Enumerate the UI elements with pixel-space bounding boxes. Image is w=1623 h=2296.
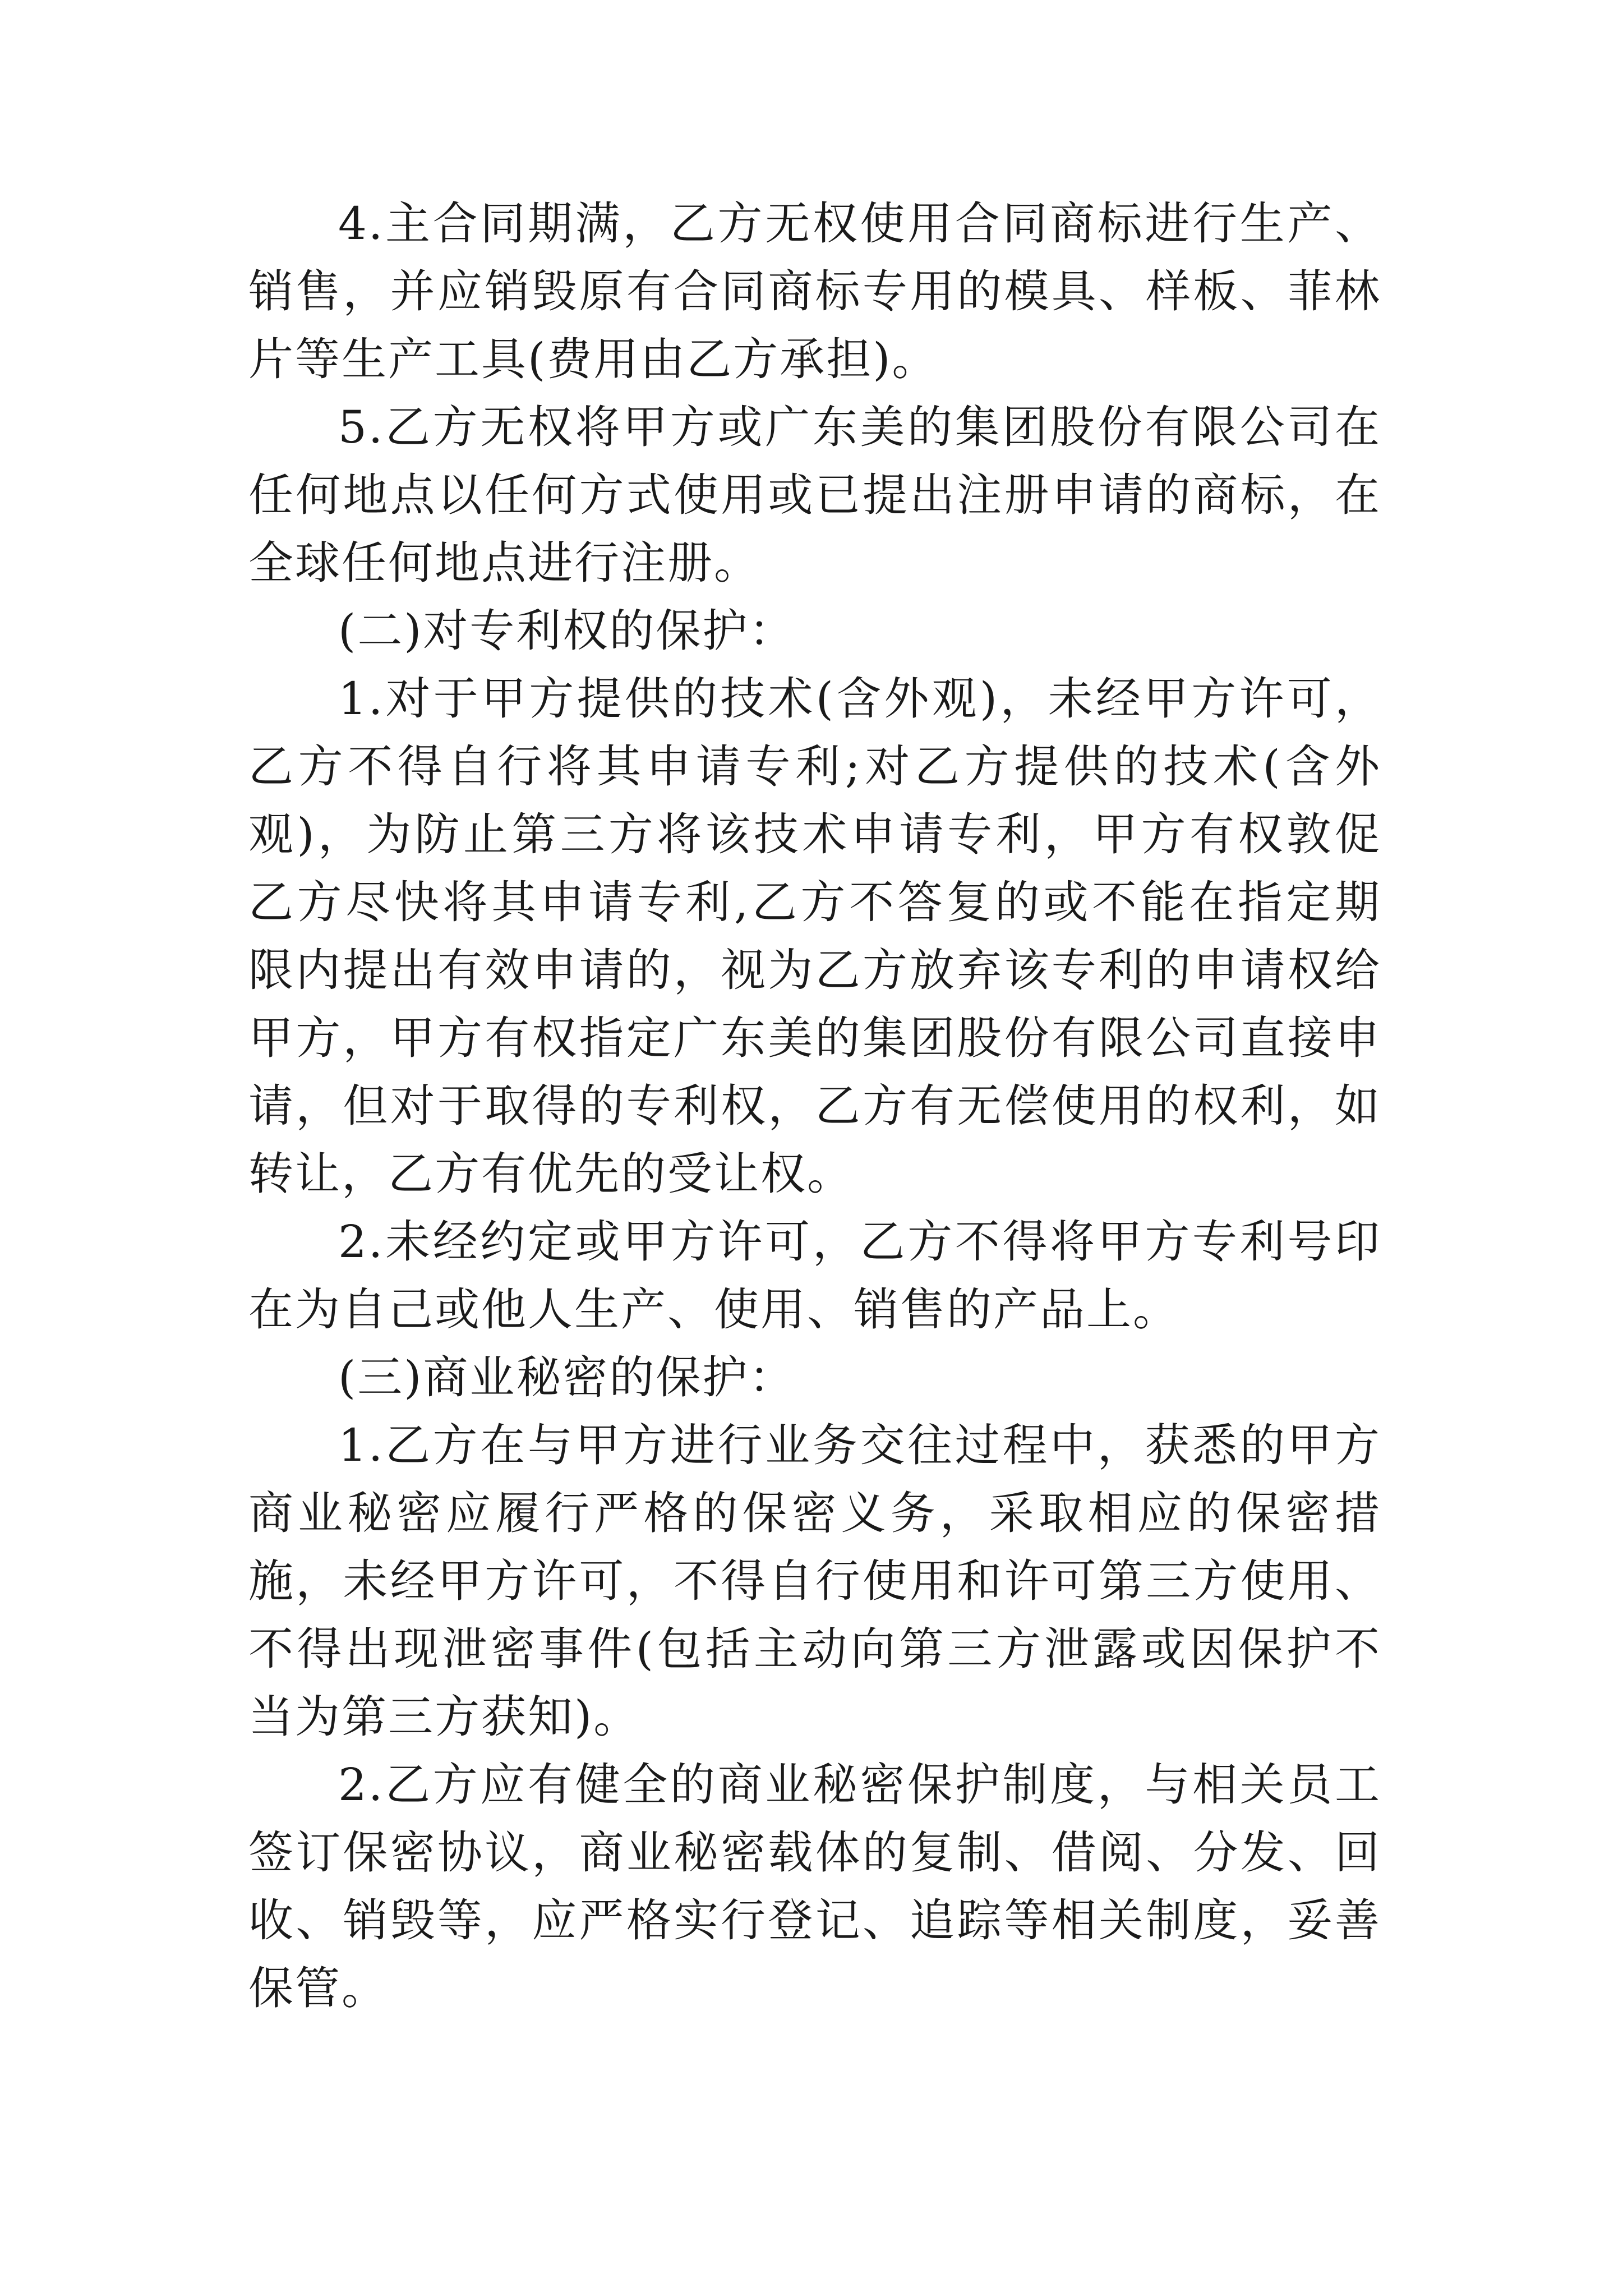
paragraph-trade-secret-2: 2.乙方应有健全的商业秘密保护制度，与相关员工签订保密协议，商业秘密载体的复制、借阅、分发、回收、销毁等，应严格实行登记、追踪等相关制度，妥善保管。 xyxy=(248,1759,1381,2014)
paragraph-patent-1: 1.对于甲方提供的技术(含外观)，未经甲方许可，乙方不得自行将其申请专利;对乙方提供的技术(含外观)，为防止第三方将该技术申请专利，甲方有权敦促乙方尽快将其申请专利,乙方不答复的或不能在指定期限内提出有效申请的，视为乙方放弃该专利的申请权给甲方，甲方有权指定广东美的集团股份有限公司直接申请，但对于取得的专利权，乙方有无偿使用的权利，如转让，乙方有优先的受让权。 xyxy=(248,673,1381,1200)
paragraph-trademark-5: 5.乙方无权将甲方或广东美的集团股份有限公司在任何地点以任何方式使用或已提出注册申请的商标，在全球任何地点进行注册。 xyxy=(248,401,1381,589)
paragraph-trademark-4: 4.主合同期满，乙方无权使用合同商标进行生产、销售，并应销毁原有合同商标专用的模具、样板、菲林片等生产工具(费用由乙方承担)。 xyxy=(248,197,1381,385)
section-heading-patent: (二)对专利权的保护： xyxy=(338,605,796,657)
paragraph-trade-secret-1: 1.乙方在与甲方进行业务交往过程中，获悉的甲方商业秘密应履行严格的保密义务，采取相应的保密措施，未经甲方许可，不得自行使用和许可第三方使用、不得出现泄密事件(包括主动向第三方泄露或因保护不当为第三方获知)。 xyxy=(248,1419,1381,1743)
section-heading-trade-secret: (三)商业秘密的保护： xyxy=(338,1351,796,1404)
paragraph-patent-2: 2.未经约定或甲方许可，乙方不得将甲方专利号印在为自己或他人生产、使用、销售的产品上。 xyxy=(248,1216,1381,1336)
document-body xyxy=(248,190,1381,2022)
